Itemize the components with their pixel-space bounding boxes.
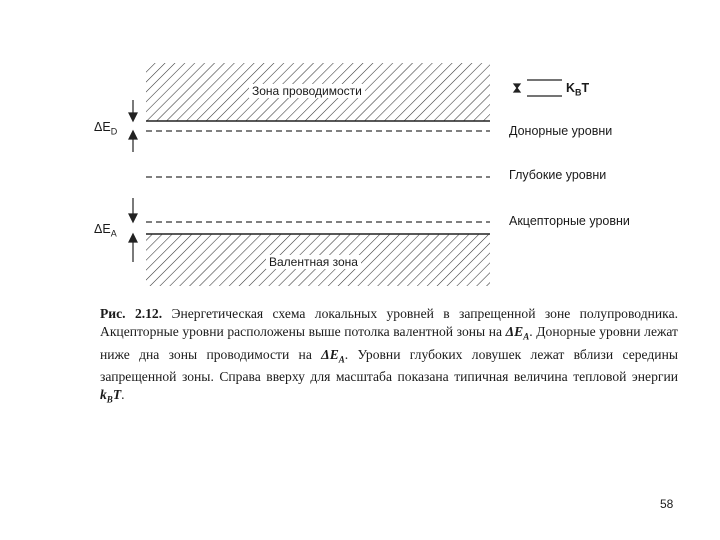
figure-caption <box>100 305 678 409</box>
kbt-scale <box>514 80 562 96</box>
caption-math-kbt: $k_BT$ <box>100 387 122 406</box>
valence-band-label: Валентная зона <box>266 255 361 269</box>
delta-ed-label: $\Delta E_D$ <box>94 120 118 137</box>
caption-part-4: . <box>121 387 125 403</box>
conduction-band-label: Зона проводимости <box>249 84 365 98</box>
caption-part-1: Энергетическая схема локальных уровней в запрещенной зоне полупроводника. Акцепторные уровни расположены выше потолка валентной зоны на <box>100 306 678 339</box>
acceptor-levels-label: Акцепторные уровни <box>509 214 630 228</box>
figure-label: Рис. 2.12. <box>100 306 163 321</box>
delta-ed-arrows <box>129 100 137 152</box>
deep-levels-label: Глубокие уровни <box>509 168 607 182</box>
caption-math-delta-ea: $\Delta E_A$ <box>505 324 530 342</box>
delta-ea-label: $\Delta E_A$ <box>94 222 117 239</box>
donor-levels-label: Донорные уровни <box>509 124 613 138</box>
kbt-label: $K_BT$ <box>566 81 590 98</box>
page-number: 58 <box>660 497 674 511</box>
caption-math-delta-ea-2: $\Delta E_A$ <box>321 346 345 365</box>
caption-part-3: . Уровни глубоких ловушек лежат вблизи середины запрещенной зоны. Справа вверху для масштаба показана типичная величина тепловой энергии <box>100 346 678 385</box>
delta-ea-arrows <box>129 198 137 262</box>
caption-part-2: . Донорные уровни лежат ниже дна зоны проводимости на <box>100 324 679 362</box>
